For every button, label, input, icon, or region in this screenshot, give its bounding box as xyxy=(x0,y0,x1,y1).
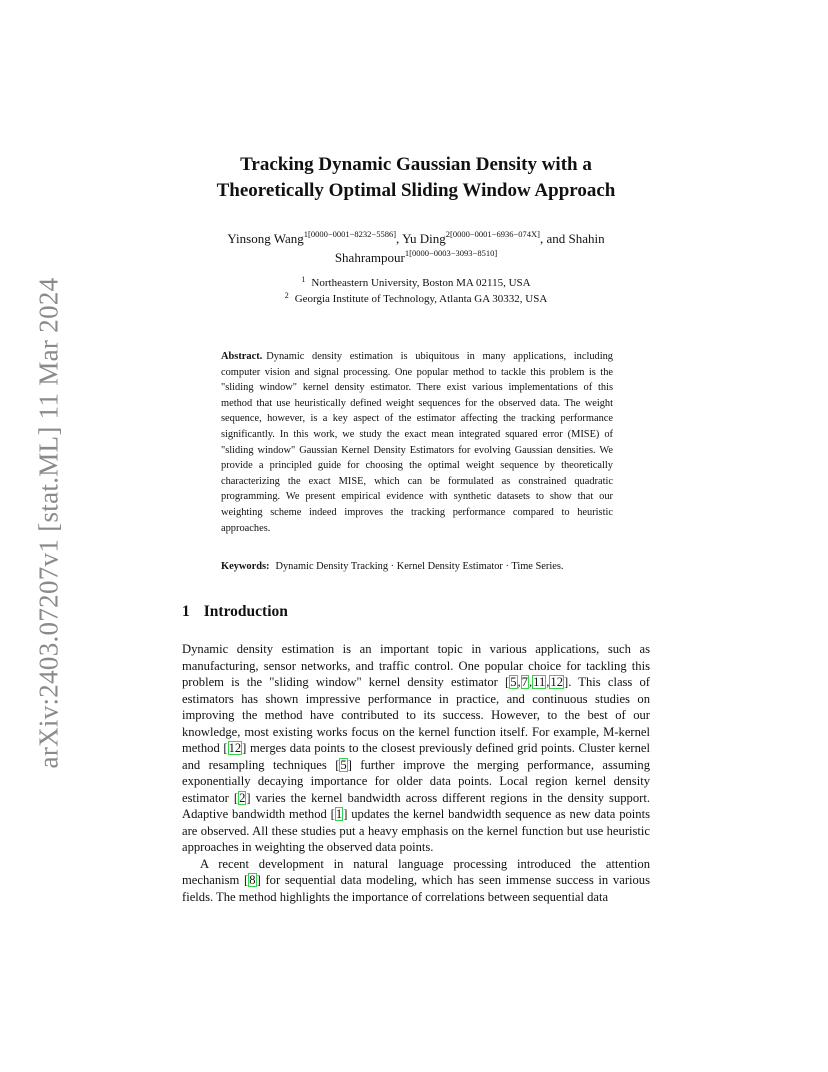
keywords-text: Dynamic Density Tracking · Kernel Density Estimator · Time Series. xyxy=(275,561,564,572)
paragraph-1: Dynamic density estimation is an important topic in various applications, such as manufacturing, sensor networks, and traffic control. One popular choice for tackling this problem is the "sliding window" kernel density estimator [5,7,11,12]. This class of estimators has shown impressive performance in practice, and continuous studies on improving the method have contributed to its success. However, to the best of our knowledge, most existing works focus on the kernel function itself. For example, M-kernel method [12] merges data points to the closest previously defined grid points. Cluster kernel and resampling techniques [5] further improve the merging performance, assuming exponentially decaying importance for older data points. Local region kernel density estimator [2] varies the kernel bandwidth across different regions in the density support. Adaptive bandwidth method [1] updates the kernel bandwidth sequence as new data points are observed. All these studies put a heavy emphasis on the kernel function but use heuristic approaches in weighting the observed data points. xyxy=(182,642,651,854)
author-name: Shahrampour xyxy=(334,250,405,265)
affiliation-text: Georgia Institute of Technology, Atlanta GA 30332, USA xyxy=(294,293,548,305)
citation-link[interactable]: 11 xyxy=(533,675,546,689)
affiliation-number: 2 xyxy=(284,291,289,300)
citation-link[interactable]: 1 xyxy=(335,807,343,821)
citation-link[interactable]: 5 xyxy=(340,757,347,772)
citation-link[interactable]: 2 xyxy=(239,790,246,805)
title-line-1: Tracking Dynamic Gaussian Density with a xyxy=(240,154,592,175)
section-title: Introduction xyxy=(203,603,288,620)
author-line-1: Yinsong Wang$^{1[0000-0001-8232-5586]}$, Yu Ding$^{2[0000-0001-6936-074X]}$, and Shahin xyxy=(227,229,605,246)
author-orcid: 1[0000−0003−3093−8510] xyxy=(404,248,498,258)
citation-link[interactable]: 5 xyxy=(510,675,517,689)
affiliation-number: 1 xyxy=(301,275,306,284)
paragraph-2: A recent development in natural language processing introduced the attention mechanism [8] for sequential data modeling, which has seen immense success in various fields. The method highlights the importance of correlations between sequential data xyxy=(182,856,651,904)
section-number: 1 xyxy=(182,603,190,620)
abstract-text: Dynamic density estimation is ubiquitous in many applications, including computer vision and signal processing. One popular method to tackle this problem is the "sliding window" kernel density estimator. There exist various implementations of this method that use heuristically defined weight sequences for the observed data. The weight sequence, however, is a key aspect of the estimator affecting the tracking performance significantly. In this work, we study the exact mean integrated squared error (MISE) of "sliding window" Gaussian Kernel Density Estimators for evolving Gaussian densities. We provide a principled guide for choosing the optimal weight sequence by theoretically characterizing the exact MISE, which can be formulated as constrained quadratic programming. We present empirical evidence with synthetic datasets to show that our weighting scheme indeed improves the tracking performance compared to heuristic approaches. xyxy=(221,351,613,534)
title-line-2: Theoretically Optimal Sliding Window Approach xyxy=(216,180,616,201)
citation-link[interactable]: 8 xyxy=(249,873,256,887)
affiliation-text: Northeastern University, Boston MA 02115, USA xyxy=(311,277,531,289)
author-orcid: 2[0000−0001−6936−074X] xyxy=(445,229,540,239)
author-list xyxy=(150,229,682,267)
arxiv-identifier xyxy=(26,273,72,773)
author-name: Yinsong Wang xyxy=(227,231,304,246)
affiliation-1 xyxy=(150,275,682,291)
keywords-label: Keywords: xyxy=(221,561,270,572)
citation-link[interactable]: 7 xyxy=(521,675,528,689)
citation-link[interactable]: 12 xyxy=(228,741,242,755)
introduction-body xyxy=(182,641,650,905)
affiliation-2 xyxy=(150,291,682,307)
author-orcid: 1[0000−0001−8232−5586] xyxy=(303,229,397,239)
paper-title xyxy=(150,152,682,204)
author-line-2 xyxy=(150,248,682,267)
arxiv-identifier-text: arXiv:2403.07207v1 [stat.ML] 11 Mar 2024 xyxy=(33,277,64,769)
abstract xyxy=(221,349,613,536)
section-heading xyxy=(182,603,288,621)
affiliations xyxy=(150,275,682,307)
keywords xyxy=(221,559,621,574)
abstract-label: Abstract. xyxy=(221,351,263,362)
author-and: , and Shahin xyxy=(539,231,605,246)
author-name: Yu Ding xyxy=(402,231,446,246)
citation-link[interactable]: 12 xyxy=(550,675,563,689)
